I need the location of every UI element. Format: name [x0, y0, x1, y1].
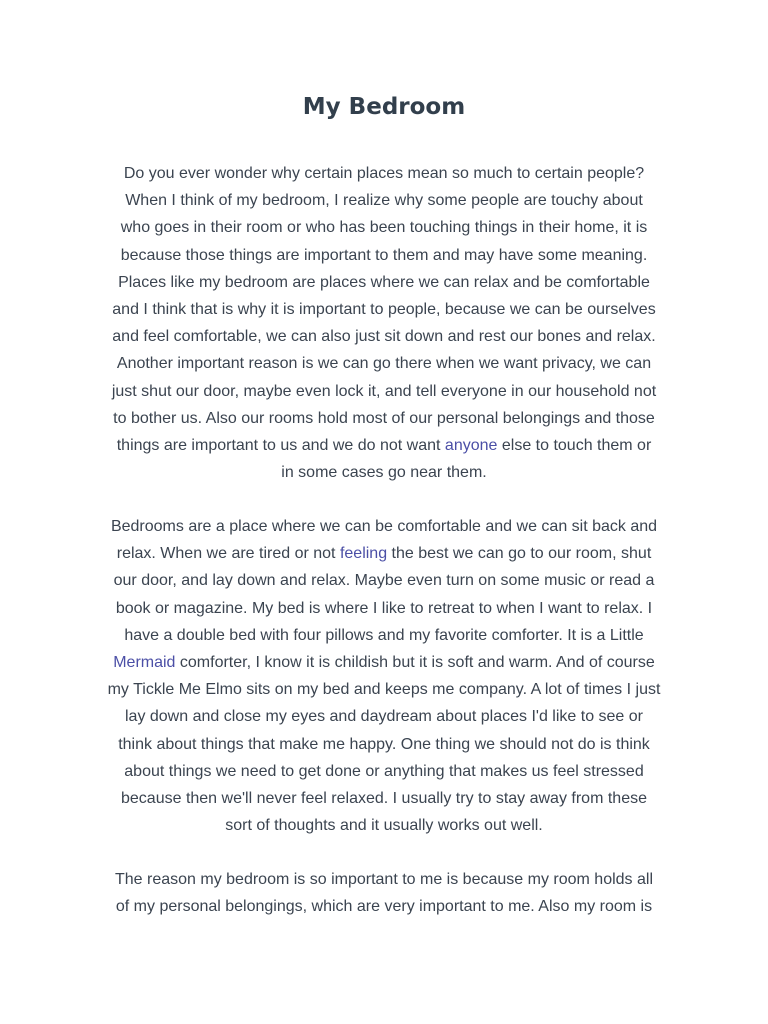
text-segment: else to touch them or [497, 437, 652, 455]
text-line [84, 405, 684, 432]
text-line [84, 812, 684, 839]
text-line [84, 731, 684, 758]
text-line [84, 676, 684, 703]
text-segment: Bedrooms are a place where we can be comfortable and we can sit back and [110, 518, 658, 535]
text-line [84, 378, 684, 405]
text-segment: to bother us. Also our rooms hold most of our personal belongings and those [113, 409, 655, 427]
text-segment: just shut our door, maybe even lock it, and tell everyone in our household not [111, 382, 657, 400]
text-segment: who goes in their room or who has been touching things in their home, it is [120, 219, 648, 237]
text-line [84, 649, 684, 676]
text-line [84, 513, 684, 540]
inline-link[interactable]: anyone [444, 437, 498, 455]
text-line [84, 758, 684, 785]
text-segment: sort of thoughts and it usually works out well. [225, 817, 543, 835]
text-segment: Another important reason is we can go there when we want privacy, we can [116, 355, 652, 373]
text-segment: Places like my bedroom are places where we can relax and be comfortable [118, 273, 650, 291]
text-segment: think about things that make me happy. One thing we should not do is think [118, 735, 650, 753]
text-segment: and I think that is why it is important to people, because we can be ourselves [112, 301, 656, 319]
text-segment: in some cases go near them. [281, 464, 487, 482]
text-line [84, 323, 684, 350]
text-line [84, 214, 684, 241]
text-segment: my Tickle Me Elmo sits on my bed and keeps me company. A lot of times I just [107, 681, 661, 699]
text-segment: our door, and lay down and relax. Maybe even turn on some music or read a [113, 572, 655, 590]
text-segment: things are important to us and we do not want [116, 437, 445, 455]
inline-link[interactable]: Mermaid [113, 654, 176, 672]
text-line [84, 893, 684, 920]
text-line [84, 242, 684, 269]
text-segment: have a double bed with four pillows and my favorite comforter. It is a Little [124, 626, 644, 644]
text-segment: Do you ever wonder why certain places mean so much to certain people? [123, 165, 645, 182]
text-line [84, 866, 684, 893]
text-segment: lay down and close my eyes and daydream about places I'd like to see or [124, 708, 643, 726]
paragraph-2 [84, 513, 684, 839]
text-segment: the best we can go to our room, shut [387, 545, 652, 563]
text-line [84, 160, 684, 187]
text-line [84, 622, 684, 649]
text-segment: comforter, I know it is childish but it is soft and warm. And of course [175, 654, 655, 672]
text-segment: about things we need to get done or anything that makes us feel stressed [124, 762, 644, 780]
text-segment: because then we'll never feel relaxed. I usually try to stay away from these [121, 790, 647, 808]
text-segment: and feel comfortable, we can also just sit down and rest our bones and relax. [112, 328, 656, 346]
text-line [84, 595, 684, 622]
inline-link[interactable]: feeling [339, 545, 388, 563]
paragraph-1 [84, 160, 684, 486]
paragraph-3 [84, 866, 684, 920]
text-segment: book or magazine. My bed is where I like to retreat to when I want to relax. I [115, 599, 653, 617]
text-segment: When I think of my bedroom, I realize why some people are touchy about [125, 192, 643, 210]
text-line [84, 540, 684, 567]
text-segment: The reason my bedroom is so important to me is because my room holds all [114, 871, 653, 888]
text-segment: because those things are important to them and may have some meaning. [120, 246, 648, 264]
text-segment: of my personal belongings, which are very important to me. Also my room is [115, 898, 653, 916]
text-line [84, 567, 684, 594]
text-segment: relax. When we are tired or not [116, 545, 340, 563]
text-line [84, 350, 684, 377]
text-line [84, 432, 684, 459]
page-title: My Bedroom [302, 94, 466, 120]
text-line [84, 296, 684, 323]
text-line [84, 785, 684, 812]
text-line [84, 459, 684, 486]
text-line [84, 269, 684, 296]
text-line [84, 187, 684, 214]
text-line [84, 703, 684, 730]
